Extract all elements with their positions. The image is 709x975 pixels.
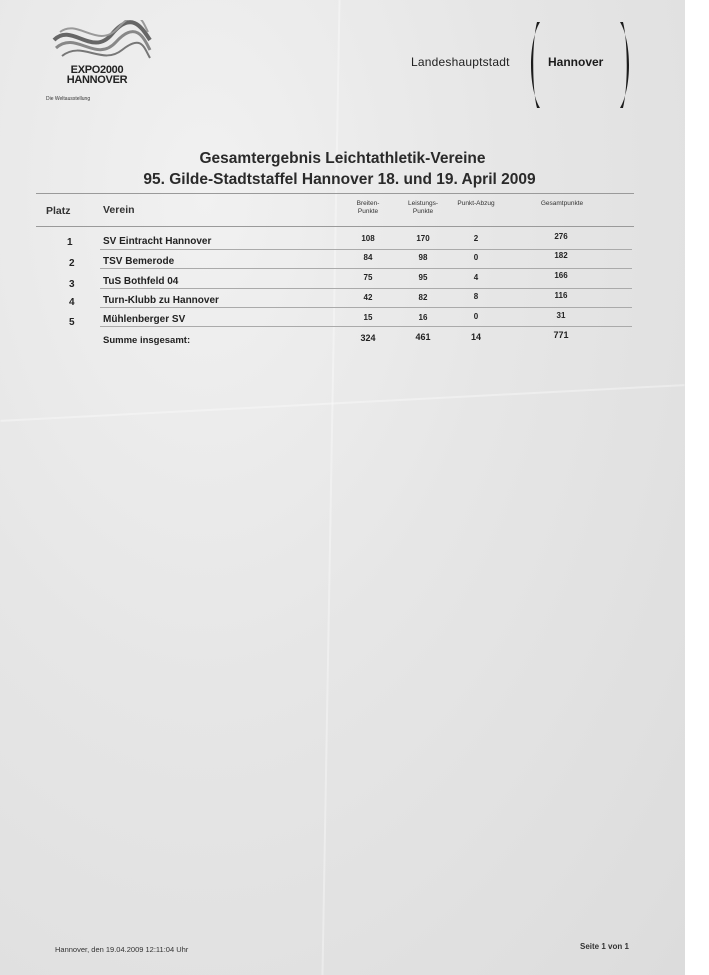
- table-top-rule: [36, 193, 634, 194]
- document-subtitle: 95. Gilde-Stadtstaffel Hannover 18. und 19. April 2009: [143, 171, 536, 188]
- column-header-punkt-abzug: Punkt-Abzug: [457, 200, 495, 207]
- paper-crease: [0, 384, 684, 422]
- summary-leistungs-punkte: 461: [415, 332, 431, 342]
- leistungs-punkte-cell: 95: [418, 273, 428, 282]
- verein-cell: TuS Bothfeld 04: [103, 276, 179, 287]
- verein-cell: Mühlenberger SV: [103, 314, 186, 325]
- footer-page-number: Seite 1 von 1: [580, 942, 629, 951]
- column-header-leistungs-punkte: Leistungs- Punkte: [408, 200, 438, 215]
- breiten-punkte-cell: 42: [363, 293, 373, 302]
- expo-2000-logo: [42, 20, 152, 110]
- column-header-gesamtpunkte: Gesamtpunkte: [540, 200, 584, 207]
- summary-gesamtpunkte: 771: [553, 330, 569, 340]
- verein-cell: TSV Bemerode: [103, 256, 175, 267]
- gesamtpunkte-cell: 182: [554, 251, 568, 260]
- column-header-breiten-punkte: Breiten- Punkte: [356, 200, 380, 215]
- punkt-abzug-cell: 2: [473, 234, 479, 243]
- expo-logo-line2: HANNOVER: [66, 74, 128, 86]
- summary-label: Summe insgesamt:: [103, 335, 191, 346]
- punkt-abzug-cell: 0: [473, 312, 479, 321]
- footer-timestamp: Hannover, den 19.04.2009 12:11:04 Uhr: [55, 945, 189, 954]
- expo-logo-subtext: Die Weltausstellung: [46, 96, 91, 102]
- platz-cell: 3: [69, 279, 75, 290]
- leistungs-punkte-cell: 98: [418, 253, 428, 262]
- verein-cell: Turn-Klubb zu Hannover: [103, 295, 219, 306]
- right-bracket-icon: [618, 22, 630, 108]
- city-name: Hannover: [548, 55, 604, 69]
- header-bottom-rule: [36, 226, 634, 227]
- platz-cell: 1: [67, 237, 73, 248]
- expo-logo-line1: EXPO2000: [70, 64, 124, 76]
- platz-cell: 4: [69, 297, 75, 308]
- verein-cell: SV Eintracht Hannover: [103, 236, 212, 247]
- summary-punkt-abzug: 14: [470, 332, 481, 342]
- breiten-punkte-cell: 108: [361, 234, 375, 243]
- gesamtpunkte-cell: 31: [556, 311, 566, 320]
- expo-logo-wordmark: [42, 65, 152, 85]
- gesamtpunkte-cell: 276: [554, 232, 568, 241]
- row-rule: [100, 326, 632, 327]
- leistungs-punkte-cell: 16: [418, 313, 428, 322]
- platz-cell: 5: [69, 317, 75, 328]
- leistungs-punkte-cell: 170: [416, 234, 430, 243]
- punkt-abzug-cell: 0: [473, 253, 479, 262]
- summary-breiten-punkte: 324: [360, 333, 376, 343]
- row-rule: [100, 288, 632, 289]
- punkt-abzug-cell: 4: [473, 273, 479, 282]
- row-rule: [100, 307, 632, 308]
- paper-crease: [321, 0, 340, 975]
- punkt-abzug-cell: 8: [473, 292, 479, 301]
- document-title: Gesamtergebnis Leichtathletik-Vereine: [199, 150, 486, 167]
- platz-cell: 2: [69, 258, 75, 269]
- gesamtpunkte-cell: 116: [554, 291, 568, 300]
- row-rule: [100, 268, 632, 269]
- expo-swirl-icon: [52, 20, 152, 66]
- breiten-punkte-cell: 15: [363, 313, 373, 322]
- gesamtpunkte-cell: 166: [554, 271, 568, 280]
- row-rule: [100, 249, 632, 250]
- breiten-punkte-cell: 75: [363, 273, 373, 282]
- breiten-punkte-cell: 84: [363, 253, 373, 262]
- leistungs-punkte-cell: 82: [418, 293, 428, 302]
- column-header-platz: Platz: [46, 205, 71, 217]
- left-bracket-icon: [530, 22, 542, 108]
- city-label: Landeshauptstadt: [411, 55, 510, 69]
- column-header-verein: Verein: [103, 204, 135, 216]
